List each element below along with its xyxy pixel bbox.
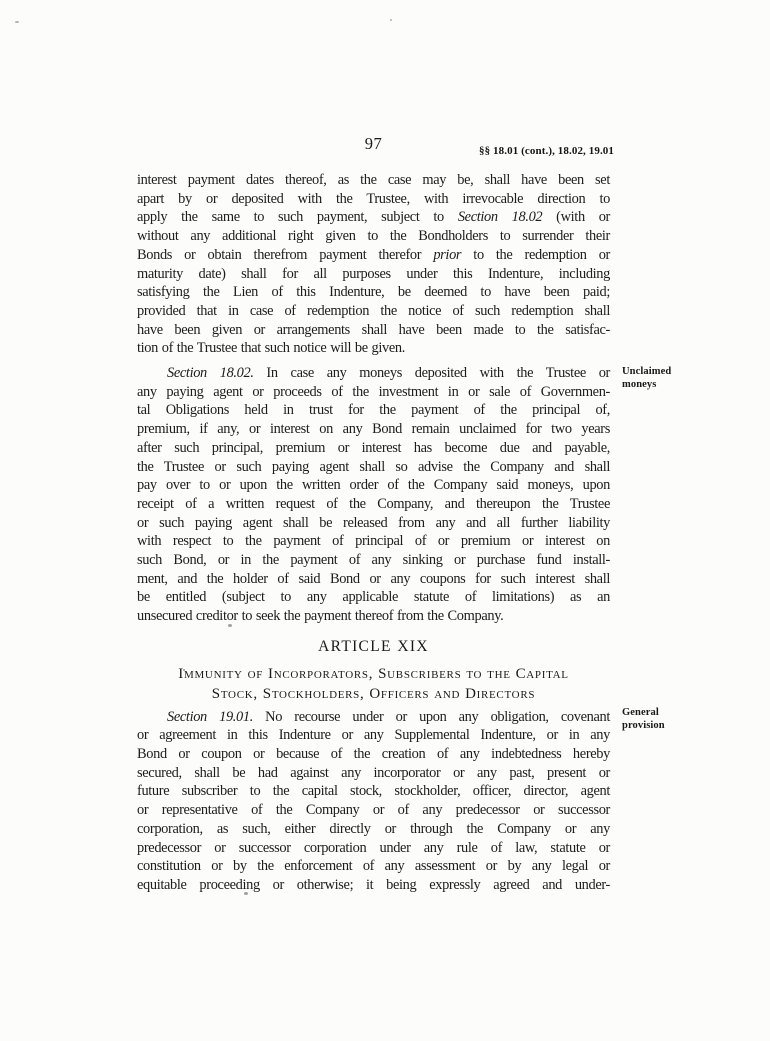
text-line bbox=[137, 401, 610, 420]
text-line bbox=[137, 570, 610, 589]
scan-speck bbox=[15, 21, 19, 23]
text-line bbox=[137, 532, 610, 551]
text-segment: interest payment dates thereof, as the case may be, shall have been set bbox=[137, 172, 610, 188]
text-line bbox=[137, 439, 610, 458]
text-line bbox=[137, 708, 610, 727]
article-subtitle bbox=[137, 664, 610, 704]
text-line bbox=[137, 321, 610, 340]
text-segment: secured, shall be had against any incorporator or any past, present or bbox=[137, 764, 610, 781]
text-line bbox=[137, 839, 610, 858]
text-line bbox=[137, 302, 610, 321]
text-line bbox=[137, 607, 610, 626]
paragraph-section-19-01 bbox=[137, 708, 610, 895]
text-line bbox=[137, 383, 610, 402]
italic-text-segment: Section 18.02 bbox=[457, 209, 543, 226]
text-line bbox=[137, 764, 610, 783]
text-segment: In case any moneys deposited with the Trustee or bbox=[253, 365, 610, 382]
text-line bbox=[137, 171, 610, 190]
text-line bbox=[137, 801, 610, 820]
text-segment: receipt of a written request of the Company, and thereupon the Trustee bbox=[137, 495, 610, 512]
margin-note-unclaimed-moneys: Unclaimed moneys bbox=[622, 366, 672, 390]
text-line bbox=[137, 588, 610, 607]
italic-text-segment: prior bbox=[433, 246, 462, 263]
italic-text-segment: Section 18.02. bbox=[167, 365, 254, 382]
text-line bbox=[137, 420, 610, 439]
page-number: 97 bbox=[364, 134, 383, 153]
article-subtitle-line-2: Stock, Stockholders, Officers and Directors bbox=[211, 685, 536, 702]
text-segment: (with or bbox=[542, 209, 610, 226]
text-segment: Bond or coupon or because of the creation of any indebtedness hereby bbox=[137, 745, 610, 762]
text-segment: pay over to or upon the written order of the Company said moneys, upon bbox=[137, 477, 610, 494]
text-line bbox=[137, 551, 610, 570]
text-line bbox=[137, 190, 610, 209]
body-text-column bbox=[137, 171, 610, 895]
text-segment: after such principal, premium or interest has become due and payable, bbox=[137, 439, 610, 456]
text-segment: provided that in case of redemption the notice of such redemption shall bbox=[137, 302, 610, 319]
text-line bbox=[137, 227, 610, 246]
text-line bbox=[137, 339, 610, 358]
text-line bbox=[137, 246, 610, 265]
text-line bbox=[137, 364, 610, 383]
text-segment: premium, if any, or interest on any Bond remain unclaimed for two years bbox=[137, 421, 610, 438]
paragraph-section-18-01-continuation bbox=[137, 171, 610, 358]
text-line bbox=[137, 745, 610, 764]
article-heading: ARTICLE XIX bbox=[318, 637, 429, 655]
text-segment: satisfying the Lien of this Indenture, be deemed to have been paid; bbox=[137, 284, 610, 301]
scan-speck bbox=[390, 19, 392, 21]
text-segment: such Bond, or in the payment of any sinking or purchase fund install- bbox=[137, 552, 610, 569]
text-segment: without any additional right given to the Bondholders to surrender their bbox=[137, 228, 610, 245]
text-line bbox=[137, 283, 610, 302]
paragraph-section-18-02 bbox=[137, 364, 610, 626]
text-segment: to the redemption or bbox=[461, 246, 610, 263]
page-header bbox=[137, 134, 614, 164]
text-segment: apart by or deposited with the Trustee, with irrevocable direction to bbox=[137, 190, 610, 207]
text-segment: maturity date) shall for all purposes under this Indenture, including bbox=[137, 265, 610, 282]
text-line bbox=[137, 726, 610, 745]
text-segment: predecessor or successor corporation under any rule of law, statute or bbox=[137, 839, 610, 856]
text-line bbox=[137, 820, 610, 839]
text-segment: equitable proceeding or otherwise; it being expressly agreed and under- bbox=[137, 876, 610, 893]
text-segment: Bonds or obtain therefrom payment therefor bbox=[137, 246, 434, 263]
text-line bbox=[137, 857, 610, 876]
text-segment: have been given or arrangements shall have been made to the satisfac- bbox=[137, 321, 610, 338]
article-subtitle-line-1: Immunity of Incorporators, Subscribers to the Capital bbox=[178, 665, 569, 682]
text-line bbox=[137, 782, 610, 801]
text-segment: No recourse under or upon any obligation, covenant bbox=[252, 708, 611, 725]
text-segment: ment, and the holder of said Bond or any coupons for such interest shall bbox=[137, 570, 610, 587]
text-segment: or agreement in this Indenture or any Supplemental Indenture, or in any bbox=[137, 727, 610, 744]
text-segment: apply the same to such payment, subject to bbox=[137, 209, 458, 226]
text-line bbox=[137, 476, 610, 495]
text-segment: or such paying agent shall be released from any and all further liability bbox=[137, 514, 610, 531]
text-segment: constitution or by the enforcement of any assessment or by any legal or bbox=[137, 858, 610, 875]
text-segment: any paying agent or proceeds of the investment in or sale of Governmen- bbox=[137, 383, 610, 400]
text-line bbox=[137, 265, 610, 284]
running-section-references: §§ 18.01 (cont.), 18.02, 19.01 bbox=[479, 145, 614, 157]
text-line bbox=[137, 208, 610, 227]
text-line bbox=[137, 458, 610, 477]
text-segment: tion of the Trustee that such notice will be given. bbox=[137, 340, 406, 357]
text-segment: future subscriber to the capital stock, stockholder, officer, director, agent bbox=[137, 783, 610, 800]
text-line bbox=[137, 495, 610, 514]
text-segment: unsecured creditor to seek the payment thereof from the Company. bbox=[137, 608, 504, 625]
margin-note-general-provision: General provision bbox=[622, 707, 665, 731]
text-segment: with respect to the payment of principal of or premium or interest on bbox=[137, 533, 610, 550]
text-segment: the Trustee or such paying agent shall so advise the Company and shall bbox=[137, 458, 610, 475]
text-line bbox=[137, 514, 610, 533]
text-segment: tal Obligations held in trust for the payment of the principal of, bbox=[137, 402, 610, 419]
text-segment: corporation, as such, either directly or through the Company or any bbox=[137, 820, 610, 837]
text-segment: be entitled (subject to any applicable statute of limitations) as an bbox=[137, 589, 610, 606]
italic-text-segment: Section 19.01. bbox=[167, 708, 253, 725]
text-line bbox=[137, 876, 610, 895]
text-segment: or representative of the Company or of any predecessor or successor bbox=[137, 802, 610, 819]
